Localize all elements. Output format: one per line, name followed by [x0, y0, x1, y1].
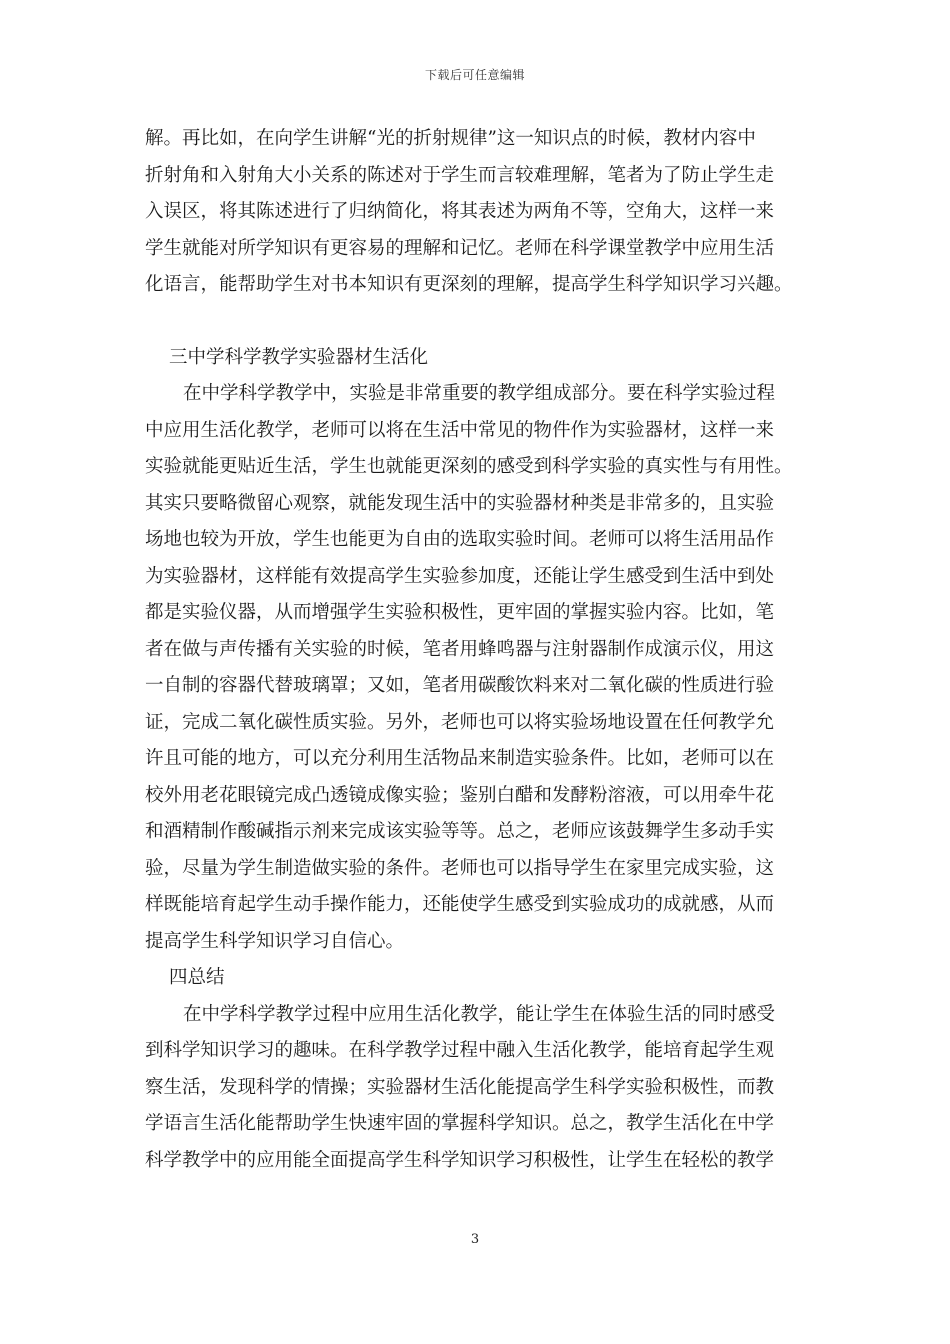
text-line: 提高学生科学知识学习自信心。	[145, 930, 405, 952]
text-line: 学生就能对所学知识有更容易的理解和记忆。老师在科学课堂教学中应用生活	[145, 237, 775, 259]
text-line: 在中学科学教学中，实验是非常重要的教学组成部分。要在科学实验过程	[183, 383, 776, 404]
text-line: 入误区，将其陈述进行了归纳简化，将其表述为两角不等，空角大，这样一来	[145, 201, 775, 222]
text-line: 察生活，发现科学的情操；实验器材生活化能提高学生科学实验积极性，而教	[145, 1076, 775, 1098]
text-line: 一自制的容器代替玻璃罩；又如，笔者用碳酸饮料来对二氧化碳的性质进行验	[145, 675, 775, 696]
text-line: 校外用老花眼镜完成凸透镜成像实验；鉴别白醋和发酵粉溶液，可以用牵牛花	[145, 784, 775, 806]
text-line: 其实只要略微留心观察，就能发现生活中的实验器材种类是非常多的，且实验	[145, 492, 775, 514]
paragraph-summary	[145, 997, 807, 1180]
page-number: 3	[470, 1232, 480, 1247]
text-line: 为实验器材，这样能有效提高学生实验参加度，还能让学生感受到生活中到处	[145, 565, 775, 587]
text-line: 中应用生活化教学，老师可以将在生活中常见的物件作为实验器材，这样一来	[145, 419, 775, 441]
text-line: 验，尽量为学生制造做实验的条件。老师也可以指导学生在家里完成实验，这	[145, 857, 775, 879]
text-line: 科学教学中的应用能全面提高学生科学知识学习积极性，让学生在轻松的教学	[145, 1149, 775, 1171]
text-line: 到科学知识学习的趣味。在科学教学过程中融入生活化教学，能培育起学生观	[145, 1040, 775, 1061]
text-line: 都是实验仪器，从而增强学生实验积极性，更牢固的掌握实验内容。比如，笔	[145, 602, 775, 623]
text-line: 折射角和入射角大小关系的陈述对于学生而言较难理解，笔者为了防止学生走	[145, 164, 775, 186]
document-body	[145, 121, 807, 1179]
paragraph-gap	[145, 304, 807, 340]
text-line: 样既能培育起学生动手操作能力，还能使学生感受到实验成功的成就感，从而	[145, 894, 775, 915]
text-line: 证，完成二氧化碳性质实验。另外，老师也可以将实验场地设置在任何教学允	[145, 711, 775, 733]
text-line: 者在做与声传播有关实验的时候，笔者用蜂鸣器与注射器制作成演示仪，用这	[145, 638, 775, 660]
text-line: 和酒精制作酸碱指示剂来完成该实验等等。总之，老师应该鼓舞学生多动手实	[145, 821, 775, 842]
section-heading-3: 三中学科学教学实验器材生活化	[169, 346, 429, 368]
text-line: 许且可能的地方，可以充分利用生活物品来制造实验条件。比如，老师可以在	[145, 748, 775, 769]
paragraph-experiment	[145, 376, 807, 960]
text-line: 化语言，能帮助学生对书本知识有更深刻的理解，提高学生科学知识学习兴趣。	[145, 274, 793, 295]
text-line: 解。再比如，在向学生讲解“光的折射规律”这一知识点的时候，教材内容中	[145, 128, 756, 149]
paragraph-intro	[145, 121, 807, 304]
section-heading-4: 四总结	[169, 967, 225, 988]
text-line: 学语言生活化能帮助学生快速牢固的掌握科学知识。总之，教学生活化在中学	[145, 1113, 775, 1134]
page-header: 下载后可任意编辑	[424, 68, 525, 82]
text-line: 在中学科学教学过程中应用生活化教学，能让学生在体验生活的同时感受	[183, 1003, 776, 1025]
text-line: 场地也较为开放，学生也能更为自由的选取实验时间。老师可以将生活用品作	[145, 529, 775, 550]
text-line: 实验就能更贴近生活，学生也就能更深刻的感受到科学实验的真实性与有用性。	[145, 456, 793, 477]
